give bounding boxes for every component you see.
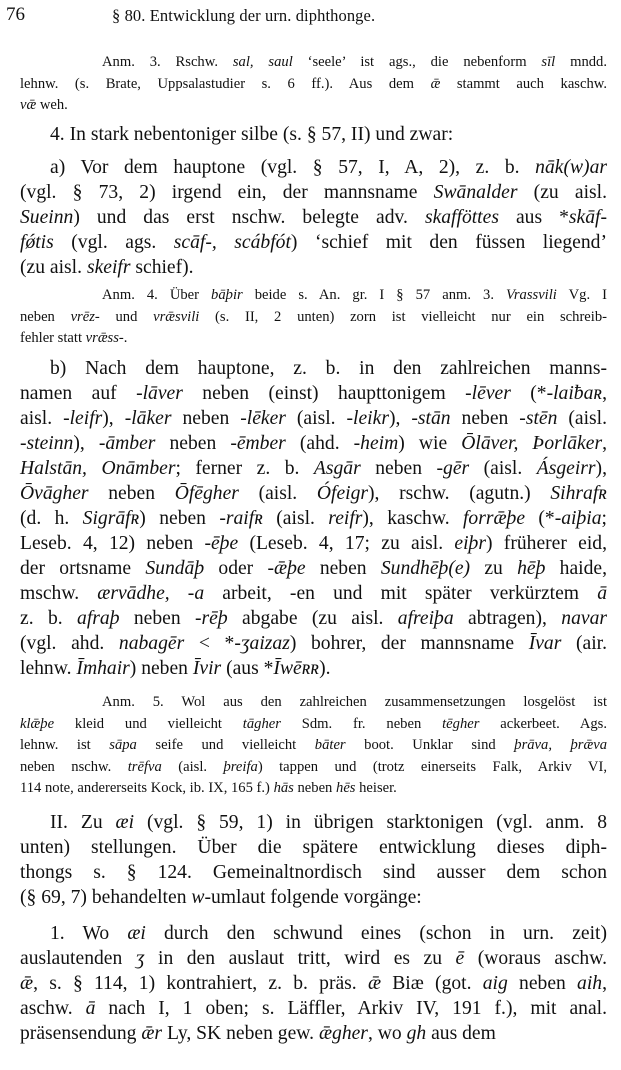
text-segment: 4. In stark nebentoniger silbe (s. § 57, II) und zwar: xyxy=(50,124,454,145)
text-line xyxy=(20,255,607,280)
text-segment: lehnw. ist xyxy=(20,737,110,753)
text-line xyxy=(20,921,607,946)
text-segment: (zu aisl. xyxy=(517,182,607,203)
italic-term: navar xyxy=(561,608,607,629)
text-segment: (Leseb. 4, 17; zu aisl. xyxy=(238,533,455,554)
text-line xyxy=(20,506,607,531)
text-segment: , s. § 114, 1) kontrahiert, z. b. präs. xyxy=(33,973,368,994)
text-segment: Leseb. 4, 12) neben xyxy=(20,533,205,554)
text-segment: ) neben xyxy=(139,508,220,529)
text-segment: (ahd. xyxy=(285,433,354,454)
text-segment: . xyxy=(123,330,128,346)
text-segment: ), xyxy=(102,408,125,429)
text-segment: boot. Unklar sind xyxy=(345,737,515,753)
text-segment: < * xyxy=(184,633,235,654)
text-line xyxy=(20,95,607,117)
italic-term: fǿtis xyxy=(20,232,54,253)
text-line xyxy=(20,456,607,481)
text-segment: ; ferner z. b. xyxy=(175,458,314,479)
italic-term: klǣþe xyxy=(20,715,55,732)
text-segment: mschw. xyxy=(20,583,98,604)
text-segment: (vgl. § 59, 1) in übrigen starktonigen (vgl. anm. 8 xyxy=(134,812,607,833)
text-line xyxy=(20,531,607,556)
text-segment: oder xyxy=(204,558,268,579)
text-line xyxy=(20,714,607,736)
italic-term: -rēþ xyxy=(195,608,228,629)
text-segment: Vg. I xyxy=(556,287,607,303)
italic-term: -stēn xyxy=(519,408,558,429)
text-line xyxy=(20,757,607,779)
text-segment: 1. Wo xyxy=(50,923,128,944)
text-segment: Anm. 3. Rschw. xyxy=(102,54,233,70)
italic-term: hēþ xyxy=(517,558,546,579)
text-segment: neben xyxy=(119,608,196,629)
text-line xyxy=(20,692,607,714)
text-line xyxy=(20,778,607,800)
text-segment: (aisl. xyxy=(557,408,607,429)
text-segment: (d. h. xyxy=(20,508,83,529)
text-line xyxy=(20,835,607,860)
italic-term: -lēver xyxy=(465,383,511,404)
italic-term: Vrassvili xyxy=(506,287,557,303)
text-line xyxy=(20,1021,607,1046)
text-segment: ackerbeet. Ags. xyxy=(479,715,607,732)
text-segment: ) und das erst nschw. belegte adv. xyxy=(73,207,425,228)
text-line xyxy=(20,996,607,1021)
body-paragraph xyxy=(20,122,607,147)
text-segment: , xyxy=(602,383,608,404)
text-segment: Biæ (got. xyxy=(381,973,483,994)
italic-term: Ásgeirr xyxy=(536,458,596,479)
text-line xyxy=(20,631,607,656)
text-segment: ) ‘schief mit den füssen liegend’ xyxy=(290,232,607,253)
italic-term: bāter xyxy=(314,737,346,753)
italic-term: -raifʀ xyxy=(219,508,263,529)
body-paragraph xyxy=(20,356,607,681)
text-segment: der ortsname xyxy=(20,558,146,579)
italic-term: aig xyxy=(482,973,508,994)
text-line xyxy=(20,581,607,606)
text-segment: Sdm. fr. neben xyxy=(280,715,443,732)
italic-term: Ófeigr xyxy=(316,483,369,504)
text-line xyxy=(20,328,607,350)
text-segment: mndd. xyxy=(555,54,607,70)
text-line xyxy=(20,307,607,329)
text-segment: 114 note, andererseits Kock, ib. IX, 165 f.) xyxy=(20,780,274,796)
text-segment: neben nschw. xyxy=(20,758,128,775)
text-segment: neben xyxy=(20,308,71,325)
italic-term: ā xyxy=(85,998,96,1019)
text-segment: ), xyxy=(73,433,99,454)
text-segment: (aisl. xyxy=(469,458,537,479)
text-segment: durch den schwund eines (schon in urn. zeit) xyxy=(145,923,608,944)
italic-term: -lēker xyxy=(240,408,286,429)
text-line xyxy=(20,656,607,681)
text-segment: aus dem xyxy=(426,1023,496,1044)
italic-term: -lāver xyxy=(136,383,183,404)
text-segment: aschw. xyxy=(20,998,86,1019)
italic-term: gh xyxy=(406,1023,427,1044)
italic-term: afraþ xyxy=(77,608,120,629)
text-line xyxy=(20,606,607,631)
text-segment: ), kaschw. xyxy=(362,508,463,529)
italic-term: scāf-, scábfót xyxy=(173,232,291,253)
text-segment: a) Vor dem hauptone (vgl. § 57, I, A, 2), z. b. xyxy=(50,157,536,178)
text-segment: neben xyxy=(507,973,578,994)
italic-term: þrāva, þrǣva xyxy=(514,737,607,753)
body-paragraph xyxy=(20,810,607,910)
text-segment: abgabe (zu aisl. xyxy=(227,608,398,629)
text-segment: ) neben xyxy=(129,658,193,679)
italic-term: -ēþe xyxy=(204,533,239,554)
text-segment: namen auf xyxy=(20,383,137,404)
text-segment: ) wie xyxy=(398,433,462,454)
italic-term: Ōlāver, Þorlāker xyxy=(461,433,603,454)
text-segment: ), rschw. (agutn.) xyxy=(368,483,551,504)
italic-term: -lāker xyxy=(124,408,172,429)
italic-term: Swānalder xyxy=(433,182,518,203)
text-segment: in den auslaut tritt, wird es zu xyxy=(144,948,456,969)
text-segment: neben (einst) haupttonigem xyxy=(182,383,466,404)
text-segment: , xyxy=(602,433,607,454)
text-segment: b) Nach dem hauptone, z. b. in den zahlreichen manns- xyxy=(50,358,607,379)
text-line xyxy=(20,230,607,255)
text-segment: (air. xyxy=(561,633,607,654)
text-line xyxy=(20,406,607,431)
italic-term: æi xyxy=(127,923,146,944)
footnote-paragraph xyxy=(20,692,607,800)
italic-term: -aiþia xyxy=(554,508,602,529)
italic-term: vrǣsvili xyxy=(153,308,200,325)
text-segment: fehler statt xyxy=(20,330,86,346)
italic-term: Īmhair xyxy=(76,658,130,679)
text-line xyxy=(20,285,607,307)
text-segment: Ly, SK neben gew. xyxy=(162,1023,319,1044)
text-segment: (aus * xyxy=(221,658,274,679)
text-segment: seife und vielleicht xyxy=(136,737,315,753)
text-line xyxy=(20,946,607,971)
text-segment: (aisl. xyxy=(238,483,317,504)
text-line xyxy=(20,860,607,885)
text-segment: abtragen), xyxy=(453,608,562,629)
text-line xyxy=(20,52,607,74)
italic-term: vrǣss- xyxy=(85,330,124,346)
text-segment: (aisl. xyxy=(285,408,347,429)
text-segment: auslautenden xyxy=(20,948,136,969)
italic-term: sāpa xyxy=(109,737,137,753)
italic-term: Halstān, Onāmber xyxy=(20,458,176,479)
text-segment: beide s. An. gr. I § 57 anm. 3. xyxy=(242,287,507,303)
text-segment: neben xyxy=(305,558,381,579)
italic-term: Īwēʀʀ xyxy=(273,658,320,679)
italic-term: trēfva xyxy=(127,758,162,775)
body-paragraph xyxy=(20,155,607,280)
italic-term: ǣr xyxy=(141,1023,163,1044)
text-segment: (woraus aschw. xyxy=(464,948,607,969)
text-segment: aus * xyxy=(498,207,569,228)
text-segment: weh. xyxy=(36,97,68,113)
italic-term: w xyxy=(191,887,205,908)
text-segment: (vgl. § 73, 2) irgend ein, der mannsname xyxy=(20,182,434,203)
text-line xyxy=(20,481,607,506)
text-segment: , wo xyxy=(367,1023,407,1044)
text-segment: (aisl. xyxy=(161,758,224,775)
text-line xyxy=(20,180,607,205)
text-segment: neben xyxy=(450,408,520,429)
italic-term: tēgher xyxy=(442,715,480,732)
text-segment: ) früherer eid, xyxy=(485,533,608,554)
italic-term: ǣgher xyxy=(318,1023,368,1044)
text-segment: heiser. xyxy=(355,780,397,796)
italic-term: skāf- xyxy=(568,207,607,228)
italic-term: tāgher xyxy=(242,715,281,732)
text-segment: ‘seele’ ist ags., die nebenform xyxy=(292,54,542,70)
text-segment: aisl. xyxy=(20,408,64,429)
italic-term: aih xyxy=(577,973,603,994)
italic-term: -stān xyxy=(411,408,451,429)
text-segment: neben xyxy=(293,780,337,796)
italic-term: Sueinn xyxy=(20,207,74,228)
italic-term: Sundāþ xyxy=(145,558,205,579)
text-segment: Anm. 5. Wol aus den zahlreichen zusammensetzungen losgelöst ist xyxy=(102,694,607,710)
text-line xyxy=(20,735,607,757)
text-segment: ), xyxy=(595,458,607,479)
italic-term: nāk(w)ar xyxy=(535,157,607,178)
text-line xyxy=(20,155,607,180)
text-line xyxy=(20,381,607,406)
text-segment: (§ 69, 7) behandelten xyxy=(20,887,192,908)
text-segment: neben xyxy=(171,408,241,429)
text-segment: kleid und vielleicht xyxy=(54,715,243,732)
text-segment: zu xyxy=(470,558,518,579)
text-segment: z. b. xyxy=(20,608,78,629)
text-segment: -umlaut folgende vorgänge: xyxy=(204,887,422,908)
italic-term: sal, saul xyxy=(232,54,293,70)
text-line xyxy=(20,356,607,381)
text-segment: (* xyxy=(510,383,547,404)
text-segment: thongs s. § 124. Gemeinaltnordisch sind ausser dem schon xyxy=(20,862,607,883)
italic-term: reifr xyxy=(328,508,363,529)
italic-term: ā xyxy=(597,583,607,604)
text-segment: ). xyxy=(319,658,331,679)
text-segment: (s. II, 2 unten) zorn ist vielleicht nur ein schreib- xyxy=(199,308,607,325)
footnote-paragraph xyxy=(20,285,607,350)
text-segment: neben xyxy=(88,483,175,504)
italic-term: bāþir xyxy=(211,287,243,303)
italic-term: ǣ xyxy=(367,973,382,994)
text-segment: lehnw. xyxy=(20,658,77,679)
text-segment: (vgl. ahd. xyxy=(20,633,119,654)
italic-term: Asgār xyxy=(313,458,361,479)
italic-term: nabagēr xyxy=(118,633,185,654)
text-segment: ) bohrer, der mannsname xyxy=(289,633,529,654)
italic-term: hēs xyxy=(336,780,356,796)
footnote-paragraph xyxy=(20,52,607,117)
italic-term: Īvir xyxy=(192,658,222,679)
text-segment: präsensendung xyxy=(20,1023,142,1044)
text-line xyxy=(20,810,607,835)
text-segment: arbeit, -en und mit später verkürztem xyxy=(204,583,598,604)
text-segment: ; xyxy=(601,508,607,529)
text-segment: lehnw. (s. Brate, Uppsalastudier s. 6 ff.). Aus dem xyxy=(20,75,431,92)
italic-term: -steinn xyxy=(20,433,74,454)
text-segment: (vgl. ags. xyxy=(53,232,174,253)
italic-term: -ʒaizaz xyxy=(234,633,290,654)
body-paragraph xyxy=(20,921,607,1046)
italic-term: forrǣþe xyxy=(462,508,526,529)
italic-term: vǣ xyxy=(20,97,37,113)
italic-term: æi xyxy=(115,812,135,833)
italic-term: Sigrāfʀ xyxy=(82,508,140,529)
text-line xyxy=(20,205,607,230)
italic-term: -leikr xyxy=(346,408,389,429)
italic-term: skafföttes xyxy=(424,207,499,228)
italic-term: Ōvāgher xyxy=(20,483,89,504)
text-segment: , xyxy=(602,973,607,994)
text-line xyxy=(20,74,607,96)
italic-term: Īvar xyxy=(528,633,562,654)
italic-term: ē xyxy=(455,948,465,969)
text-segment: stammt auch kaschw. xyxy=(440,75,607,92)
italic-term: ʒ xyxy=(135,948,145,969)
text-segment: und xyxy=(99,308,154,325)
italic-term: -ǣþe xyxy=(267,558,306,579)
running-title: § 80. Entwicklung der urn. diphthonge. xyxy=(112,6,376,25)
text-segment: ) tappen und (trotz einerseits Falk, Arkiv VI, xyxy=(257,758,607,775)
italic-term: -āmber xyxy=(98,433,156,454)
text-line xyxy=(20,885,607,910)
text-line xyxy=(20,971,607,996)
text-segment: neben xyxy=(155,433,231,454)
text-line xyxy=(20,122,607,147)
italic-term: afreiþa xyxy=(397,608,454,629)
italic-term: Sundhēþ(e) xyxy=(380,558,471,579)
text-segment: II. Zu xyxy=(50,812,116,833)
text-line xyxy=(20,431,607,456)
text-segment: unten) stellungen. Über die spätere entwicklung dieses diph- xyxy=(20,837,607,858)
italic-term: -heim xyxy=(353,433,399,454)
text-segment: nach I, 1 oben; s. Läffler, Arkiv IV, 191 f.), mit anal. xyxy=(95,998,607,1019)
italic-term: Sihrafʀ xyxy=(550,483,607,504)
italic-term: Ōfēgher xyxy=(174,483,239,504)
italic-term: eiþr xyxy=(454,533,486,554)
text-segment: (zu aisl. xyxy=(20,257,87,278)
italic-term: -leifr xyxy=(63,408,103,429)
text-segment: neben xyxy=(360,458,437,479)
italic-term: -laiƀaʀ xyxy=(546,383,603,404)
italic-term: skeifr xyxy=(86,257,131,278)
italic-term: sīl xyxy=(541,54,556,70)
page-number: 76 xyxy=(6,4,25,25)
text-segment: haide, xyxy=(545,558,607,579)
italic-term: hās xyxy=(273,780,294,796)
italic-term: ǣ xyxy=(430,75,441,92)
italic-term: -ēmber xyxy=(230,433,286,454)
italic-term: -gēr xyxy=(436,458,470,479)
italic-term: þreifa xyxy=(223,758,258,775)
italic-term: ærvādhe, -a xyxy=(97,583,205,604)
text-segment: (* xyxy=(525,508,555,529)
text-segment: ), xyxy=(388,408,412,429)
text-line xyxy=(20,556,607,581)
text-segment: schief). xyxy=(130,257,194,278)
text-segment: (aisl. xyxy=(262,508,329,529)
italic-term: vrēz- xyxy=(70,308,100,325)
italic-term: ǣ xyxy=(20,973,34,994)
text-segment: Anm. 4. Über xyxy=(102,287,212,303)
